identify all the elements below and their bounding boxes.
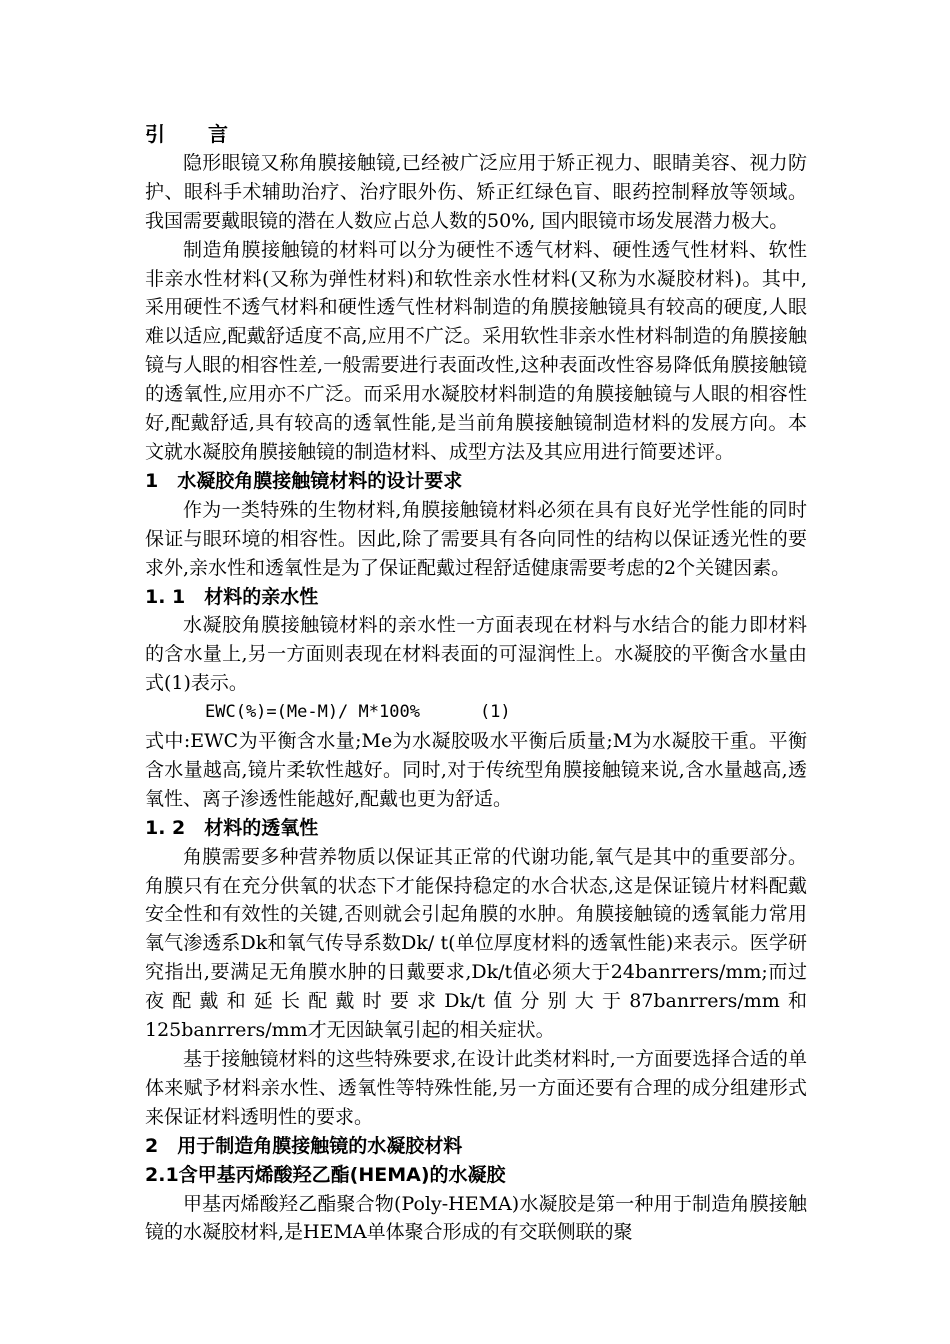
subsection-1-2-heading: 1. 2 材料的透氧性	[145, 816, 319, 839]
section-1-heading: 1 水凝胶角膜接触镜材料的设计要求	[145, 469, 463, 492]
subsection-1-1-paragraph-1: 水凝胶角膜接触镜材料的亲水性一方面表现在材料与水结合的能力即材料的含水量上,另一方面则表现在材料表面的可湿润性上。水凝胶的平衡含水量由式(1)表示。	[145, 614, 807, 695]
intro-paragraph-1: 隐形眼镜又称角膜接触镜,已经被广泛应用于矫正视力、眼睛美容、视力防护、眼科手术辅助治疗、治疗眼外伤、矫正红绿色盲、眼药控制释放等领域。我国需要戴眼镜的潜在人数应占总人数的50%, 国内眼镜市场发展潜力极大。	[145, 151, 807, 232]
section-2-heading: 2 用于制造角膜接触镜的水凝胶材料	[145, 1134, 463, 1157]
section-1-paragraph: 作为一类特殊的生物材料,角膜接触镜材料必须在具有良好光学性能的同时保证与眼环境的相容性。因此,除了需要具有各向同性的结构以保证透光性的要求外,亲水性和透氧性是为了保证配戴过程舒适健康需要考虑的2个关键因素。	[145, 498, 807, 579]
subsection-1-2-paragraph-1: 角膜需要多种营养物质以保证其正常的代谢功能,氧气是其中的重要部分。角膜只有在充分供氧的状态下才能保持稳定的水合状态,这是保证镜片材料配戴安全性和有效性的关键,否则就会引起角膜的水肿。角膜接触镜的透氧能力常用氧气渗透系Dk和氧气传导系数Dk/ t(单位厚度材料的透氧性能)来表示。医学研究指出,要满足无角膜水肿的日戴要求,Dk/t值必须大于24banrrers/mm;而过夜配戴和延长配戴时要求Dk/t值分别大于87banrrers/mm和125banrrers/mm才无因缺氧引起的相关症状。	[145, 845, 807, 1042]
document-page	[145, 120, 807, 1247]
subsection-1-1-heading: 1. 1 材料的亲水性	[145, 585, 319, 608]
subsection-2-1-heading: 2.1含甲基丙烯酸羟乙酯(HEMA)的水凝胶	[145, 1163, 506, 1186]
equation-1-expression: EWC(%)=(Me-M)/ M*100%	[205, 702, 420, 723]
equation-1	[145, 698, 807, 727]
intro-paragraph-2: 制造角膜接触镜的材料可以分为硬性不透气材料、硬性透气性材料、软性非亲水性材料(又称为弹性材料)和软性亲水性材料(又称为水凝胶材料)。其中,采用硬性不透气材料和硬性透气性材料制造的角膜接触镜具有较高的硬度,人眼难以适应,配戴舒适度不高,应用不广泛。采用软性非亲水性材料制造的角膜接触镜与人眼的相容性差,一般需要进行表面改性,这种表面改性容易降低角膜接触镜的透氧性,应用亦不广泛。而采用水凝胶材料制造的角膜接触镜与人眼的相容性好,配戴舒适,具有较高的透氧性能,是当前角膜接触镜制造材料的发展方向。本文就水凝胶角膜接触镜的制造材料、成型方法及其应用进行简要述评。	[145, 238, 807, 463]
subsection-1-2-paragraph-2: 基于接触镜材料的这些特殊要求,在设计此类材料时,一方面要选择合适的单体来赋予材料亲水性、透氧性等特殊性能,另一方面还要有合理的成分组建形式来保证材料透明性的要求。	[145, 1048, 807, 1128]
intro-title: 引 言	[145, 122, 246, 146]
subsection-1-1-paragraph-2: 式中:EWC为平衡含水量;Me为水凝胶吸水平衡后质量;M为水凝胶干重。平衡含水量越高,镜片柔软性越好。同时,对于传统型角膜接触镜来说,含水量越高,透氧性、离子渗透性能越好,配戴也更为舒适。	[145, 730, 807, 810]
subsection-2-1-paragraph-1: 甲基丙烯酸羟乙酯聚合物(Poly-HEMA)水凝胶是第一种用于制造角膜接触镜的水凝胶材料,是HEMA单体聚合形成的有交联侧联的聚	[145, 1192, 807, 1244]
equation-1-number: (1)	[479, 702, 511, 723]
